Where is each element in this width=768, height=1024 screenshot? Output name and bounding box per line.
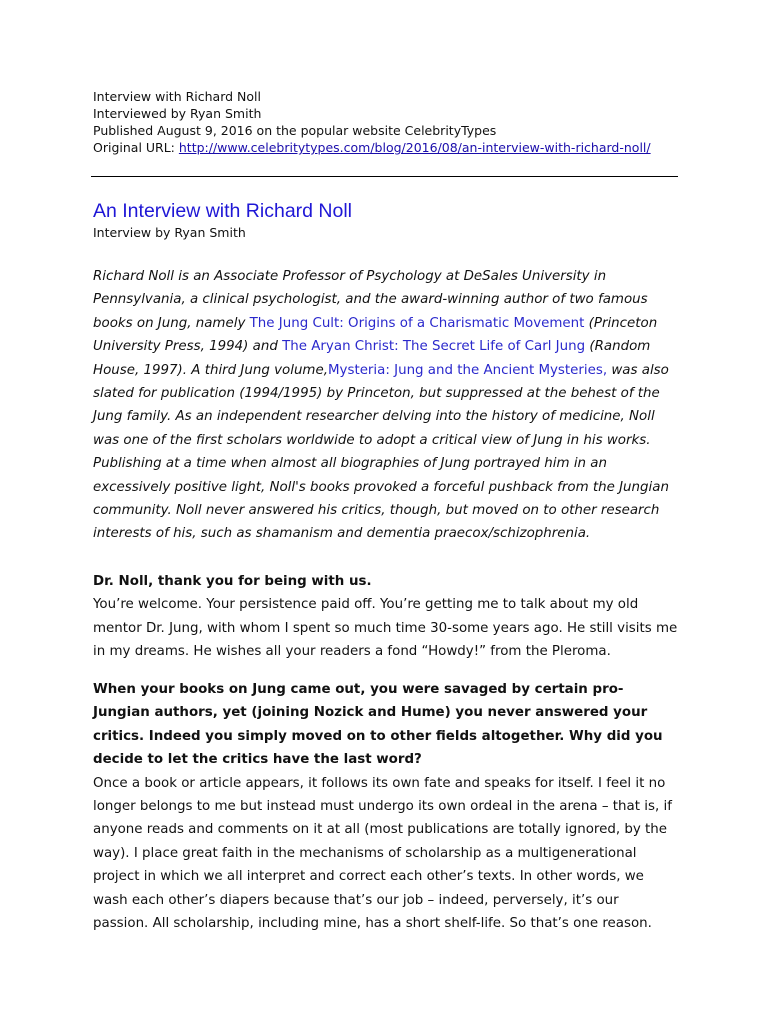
header-interviewer: Interviewed by Ryan Smith (93, 106, 262, 121)
question-text: When your books on Jung came out, you were savaged by certain pro-Jungian authors, yet (joining Nozick and Hume) you never answered your critics. Indeed you simply moved on to other fields altogether. Why did you decide to let the critics have the last word? (93, 682, 663, 768)
qa-block-1 (93, 570, 678, 664)
document-header (93, 88, 678, 156)
original-url-link[interactable]: http://www.celebritytypes.com/blog/2016/08/an-interview-with-richard-noll/ (178, 140, 651, 155)
article-heading (93, 198, 678, 241)
answer-text: Once a book or article appears, it follows its own fate and speaks for itself. I feel it no longer belongs to me but instead must undergo its own ordeal in the arena – that is, if anyone reads and comments on it at all (most publications are totally ignored, by the way). I place great faith in the mechanisms of scholarship as a multigenerational project in which we all interpret and correct each other’s texts. In other words, we wash each other’s diapers because that’s our job – indeed, perversely, it’s our passion. All scholarship, including mine, has a short shelf-life. So that’s one reason. (93, 775, 672, 932)
header-published: Published August 9, 2016 on the popular website CelebrityTypes (93, 123, 497, 138)
answer-text: You’re welcome. Your persistence paid off. You’re getting me to talk about my old mentor Dr. Jung, with whom I spent so much time 30-some years ago. He still visits me in my dreams. He wishes all your readers a fond “Howdy!” from the Pleroma. (93, 597, 678, 660)
header-original-url (93, 139, 678, 156)
book-link-mysteria[interactable]: Mysteria: Jung and the Ancient Mysteries, (327, 362, 608, 378)
question-text: Dr. Noll, thank you for being with us. (93, 574, 372, 589)
article-title: An Interview with Richard Noll (93, 200, 353, 222)
intro-text-1: Richard Noll is an Associate Professor of Psychology at DeSales University in Pennsylvania, a clinical psychologist, and the award-winning author of two famous books on Jung, namely (93, 269, 648, 331)
intro-text-3: (Random House, 1997). A third Jung volume, (93, 339, 651, 378)
intro-text-2: (Princeton University Press, 1994) and (93, 315, 658, 355)
book-link-aryan-christ[interactable]: The Aryan Christ: The Secret Life of Carl Jung (282, 339, 586, 355)
intro-text-4: was also slated for publication (1994/1995) by Princeton, but suppressed at the behest of the Jung family. As an independent researcher delving into the history of medicine, Noll was one of the first scholars worldwide to adopt a critical view of Jung in his works. Publishing at a time when almost all biographies of Jung portrayed him in an excessively positive light, Noll's books provoked a forceful pushback from the Jungian community. Noll never answered his critics, though, but moved on to other research interests of his, such as shamanism and dementia praecox/schizophrenia. (93, 362, 669, 542)
header-interview-title: Interview with Richard Noll (93, 89, 261, 104)
horizontal-divider (91, 176, 678, 177)
qa-block-2 (93, 678, 678, 935)
intro-paragraph (93, 265, 683, 546)
article-byline: Interview by Ryan Smith (93, 225, 246, 240)
book-link-jung-cult[interactable]: The Jung Cult: Origins of a Charismatic Movement (249, 315, 585, 331)
url-label: Original URL: (93, 140, 179, 155)
